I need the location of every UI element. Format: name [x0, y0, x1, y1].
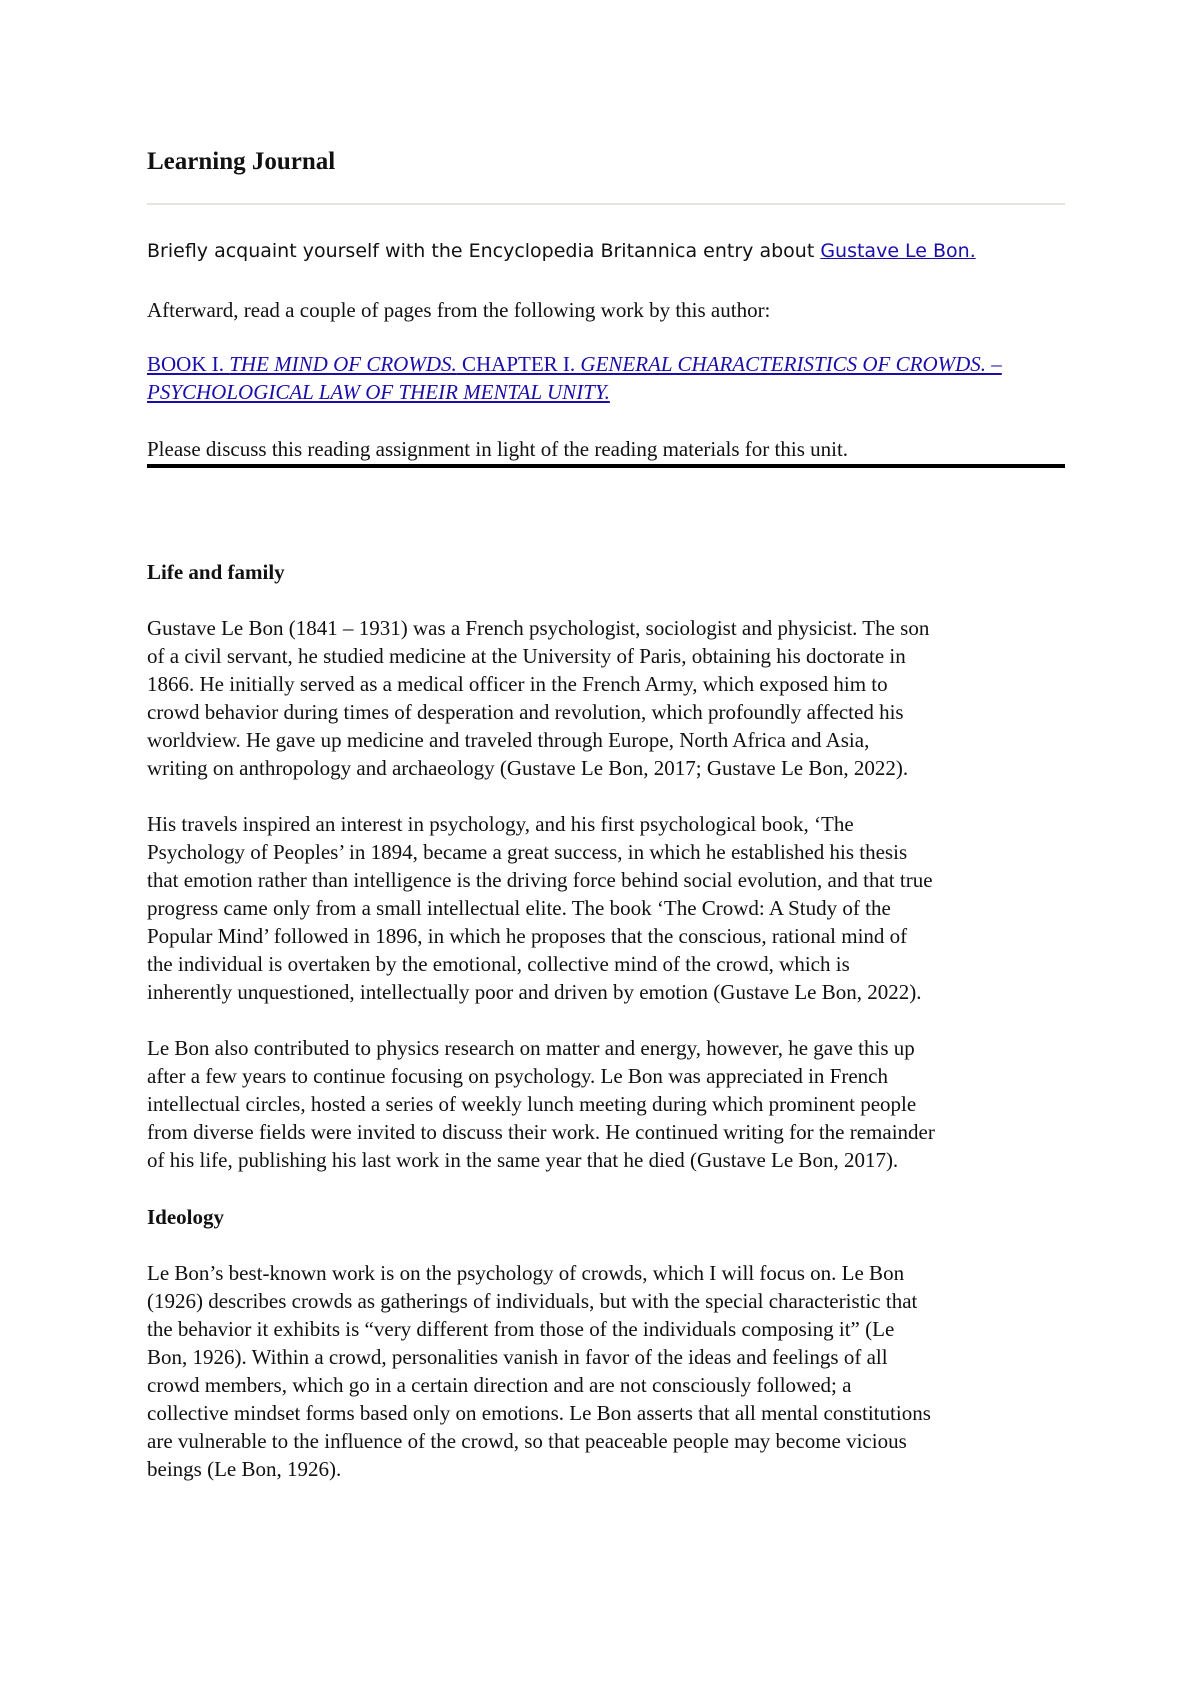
life-and-family-heading: Life and family [147, 560, 285, 584]
book-link[interactable] [147, 350, 1065, 406]
page-title: Learning Journal [147, 148, 336, 175]
book-link-part2: THE MIND OF CROWDS. [229, 352, 457, 376]
title-divider [147, 203, 1065, 205]
life-paragraph-2: His travels inspired an interest in psychology, and his first psychological book, ‘The Psychology of Peoples’ in 1894, became a great success, in which he established his thesis that emotion rather than intelligence is the driving force behind social evolution, and that true progress came only from a small intellectual elite. The book ‘The Crowd: A Study of the Popular Mind’ followed in 1896, in which he proposes that the conscious, rational mind of the individual is overtaken by the emotional, collective mind of the crowd, which is inherently unquestioned, intellectually poor and driven by emotion (Gustave Le Bon, 2022). [147, 812, 933, 1004]
section-divider [147, 464, 1065, 468]
gustave-le-bon-link[interactable]: Gustave Le Bon. [820, 240, 976, 262]
discussion-prompt: Please discuss this reading assignment in light of the reading materials for this unit. [147, 437, 849, 461]
book-link-part4: GENERAL CHARACTERISTICS OF CROWDS. – PSYCHOLOGICAL LAW OF THEIR MENTAL UNITY. [147, 352, 1002, 404]
book-link-part3: CHAPTER I. [456, 352, 581, 376]
ideology-paragraph-1: Le Bon’s best-known work is on the psychology of crowds, which I will focus on. Le Bon (1926) describes crowds as gatherings of individuals, but with the special characteristic that the behavior it exhibits is “very different from those of the individuals composing it” (Le Bon, 1926). Within a crowd, personalities vanish in favor of the ideas and feelings of all crowd members, which go in a certain direction and are not consciously followed; a collective mindset forms based only on emotions. Le Bon asserts that all mental constitutions are vulnerable to the influence of the crowd, so that peaceable people may become vicious beings (Le Bon, 1926). [147, 1261, 931, 1481]
ideology-heading: Ideology [147, 1205, 225, 1229]
life-paragraph-3: Le Bon also contributed to physics research on matter and energy, however, he gave this up after a few years to continue focusing on psychology. Le Bon was appreciated in French intellectual circles, hosted a series of weekly lunch meeting during which prominent people from diverse fields were invited to discuss their work. He continued writing for the remainder of his life, publishing his last work in the same year that he died (Gustave Le Bon, 2017). [147, 1036, 935, 1172]
life-paragraph-1: Gustave Le Bon (1841 – 1931) was a French psychologist, sociologist and physicist. The son of a civil servant, he studied medicine at the University of Paris, obtaining his doctorate in 1866. He initially served as a medical officer in the French Army, which exposed him to crowd behavior during times of desperation and revolution, which profoundly affected his worldview. He gave up medicine and traveled through Europe, North Africa and Asia, writing on anthropology and archaeology (Gustave Le Bon, 2017; Gustave Le Bon, 2022). [147, 616, 930, 780]
intro-text: Briefly acquaint yourself with the Encyclopedia Britannica entry about [147, 240, 821, 262]
intro-paragraph [147, 236, 976, 266]
reading-intro: Afterward, read a couple of pages from the following work by this author: [147, 298, 771, 322]
book-link-part1: BOOK I. [147, 352, 230, 376]
